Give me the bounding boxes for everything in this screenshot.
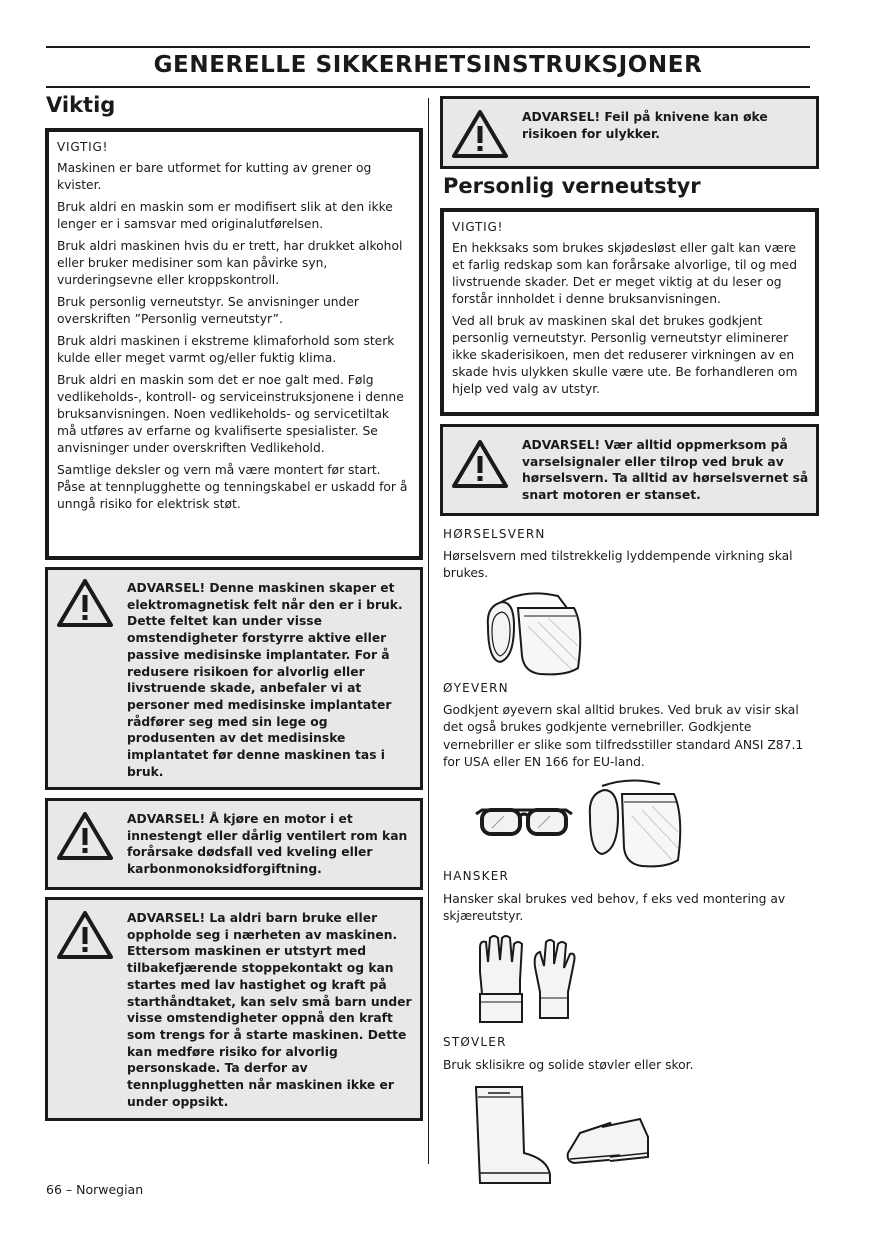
important-paragraph: Ved all bruk av maskinen skal det brukes godkjent personlig verneutstyr. Personlig verneutstyr eliminerer ikke skaderisikoen, men det reduserer virkningen av en skade hvis ulykken skulle være ute. Be forhandleren om hjelp ved valg av utstyr. bbox=[452, 314, 798, 396]
important-paragraph: Bruk personlig verneutstyr. Se anvisninger under overskriften ”Personlig verneutstyr”. bbox=[57, 295, 359, 326]
warning-triangle-icon bbox=[56, 910, 114, 960]
section-title-eye: ØYEVERN bbox=[443, 681, 509, 695]
warning-text: ADVARSEL! La aldri barn bruke eller oppholde seg i nærheten av maskinen. Ettersom maskinen er utstyrt med tilbakefjærende stoppekontakt og kan startes med lav hastighet og kraft på starthåndtaket, kan selv små barn under visse omstendigheter oppnå den kraft som trengs for å starte maskinen. Dette kan medføre risiko for alvorlig personskade. Ta derfor av tennplugghetten når maskinen ikke er under oppsikt. bbox=[127, 911, 412, 1109]
gloves-icon bbox=[470, 932, 580, 1027]
important-paragraph: En hekksaks som brukes skjødesløst eller galt kan være et farlig redskap som kan forårsake alvorlige, til og med livstruende skader. Det er meget viktig at du leser og forstår innholdet i denne bruksanvisningen. bbox=[452, 241, 798, 306]
visor-helmet-icon bbox=[580, 776, 690, 868]
section-title-boots: STØVLER bbox=[443, 1035, 507, 1049]
warning-triangle-icon bbox=[56, 578, 114, 628]
important-paragraph: Bruk aldri en maskin som det er noe galt med. Følg vedlikeholds-, kontroll- og serviceinstruksjonene i denne bruksanvisningen. Noen vedlikeholds- og servicetiltak må utføres av erfarne og kvalifiserte spesialister. Se anvisninger under overskriften Vedlikehold. bbox=[57, 373, 404, 455]
warning-text: ADVARSEL! Feil på knivene kan øke risikoen for ulykker. bbox=[522, 110, 768, 141]
important-box-left bbox=[45, 128, 423, 560]
section-heading-viktig: Viktig bbox=[46, 93, 116, 117]
section-text-hearing: Hørselsvern med tilstrekkelig lyddempende virkning skal brukes. bbox=[443, 549, 793, 581]
warning-box-knives bbox=[440, 96, 819, 169]
warning-box-children bbox=[45, 897, 423, 1121]
safety-glasses-icon bbox=[474, 800, 574, 840]
warning-text: ADVARSEL! Vær alltid oppmerksom på varselsignaler eller tilrop ved bruk av hørselsvern. Ta alltid av hørselsvernet så snart motoren er stanset. bbox=[522, 438, 809, 503]
warning-text: ADVARSEL! Denne maskinen skaper et elektromagnetisk felt når den er i bruk. Dette feltet kan under visse omstendigheter forstyrre aktive eller passive medisinske implantater. For å redusere risikoen for alvorlig eller livstruende skade, anbefaler vi at personer med medisinske implantater rådfører seg med sin lege og produsenten av det medisinske implantatet før denne maskinen tas i bruk. bbox=[127, 581, 403, 779]
hearing-protection-visor-icon bbox=[478, 586, 598, 678]
header-top-rule bbox=[46, 46, 810, 48]
important-paragraph: Maskinen er bare utformet for kutting av grener og kvister. bbox=[57, 161, 372, 192]
warning-triangle-icon bbox=[56, 811, 114, 861]
important-paragraph: Bruk aldri maskinen i ekstreme klimaforhold som sterk kulde eller meget varmt og/eller fuktig klima. bbox=[57, 334, 395, 365]
warning-box-electromagnetic bbox=[45, 567, 423, 790]
page-footer: 66 – Norwegian bbox=[46, 1182, 144, 1197]
warning-box-hearing bbox=[440, 424, 819, 516]
section-text-gloves: Hansker skal brukes ved behov, f eks ved montering av skjæreutstyr. bbox=[443, 892, 786, 924]
warning-text: ADVARSEL! Å kjøre en motor i et innestengt eller dårlig ventilert rom kan forårsake dødsfall ved kveling eller karbonmonoksidforgiftning. bbox=[127, 812, 408, 877]
important-paragraph: Bruk aldri maskinen hvis du er trett, har drukket alkohol eller bruker medisiner som kan påvirke syn, vurderingsevne eller kroppskontroll. bbox=[57, 239, 403, 287]
warning-triangle-icon bbox=[451, 109, 509, 159]
header-bottom-rule bbox=[46, 86, 810, 88]
column-divider bbox=[428, 98, 429, 1164]
section-text-eye: Godkjent øyevern skal alltid brukes. Ved bruk av visir skal det også brukes godkjente vernebriller. Godkjente vernebriller er slike som tilfredsstiller standard ANSI Z87.1 for USA eller EN 166 for EU-land. bbox=[443, 703, 804, 769]
section-title-gloves: HANSKER bbox=[443, 869, 510, 883]
important-label: VIGTIG! bbox=[57, 140, 109, 154]
important-paragraph: Samtlige deksler og vern må være montert før start. Påse at tennplugghette og tenningskabel er uskadd for å unngå risiko for elektrisk støt. bbox=[57, 463, 408, 511]
important-box-right bbox=[440, 208, 819, 416]
boots-icon bbox=[470, 1083, 650, 1188]
important-label: VIGTIG! bbox=[452, 220, 504, 234]
section-title-hearing: HØRSELSVERN bbox=[443, 527, 546, 541]
warning-triangle-icon bbox=[451, 439, 509, 489]
section-text-boots: Bruk sklisikre og solide støvler eller skor. bbox=[443, 1058, 694, 1072]
page-title: GENERELLE SIKKERHETSINSTRUKSJONER bbox=[153, 52, 703, 78]
warning-box-ventilation bbox=[45, 798, 423, 890]
important-paragraph: Bruk aldri en maskin som er modifisert slik at den ikke lenger er i samsvar med originalutførelsen. bbox=[57, 200, 393, 231]
section-heading-verneutstyr: Personlig verneutstyr bbox=[443, 174, 701, 198]
